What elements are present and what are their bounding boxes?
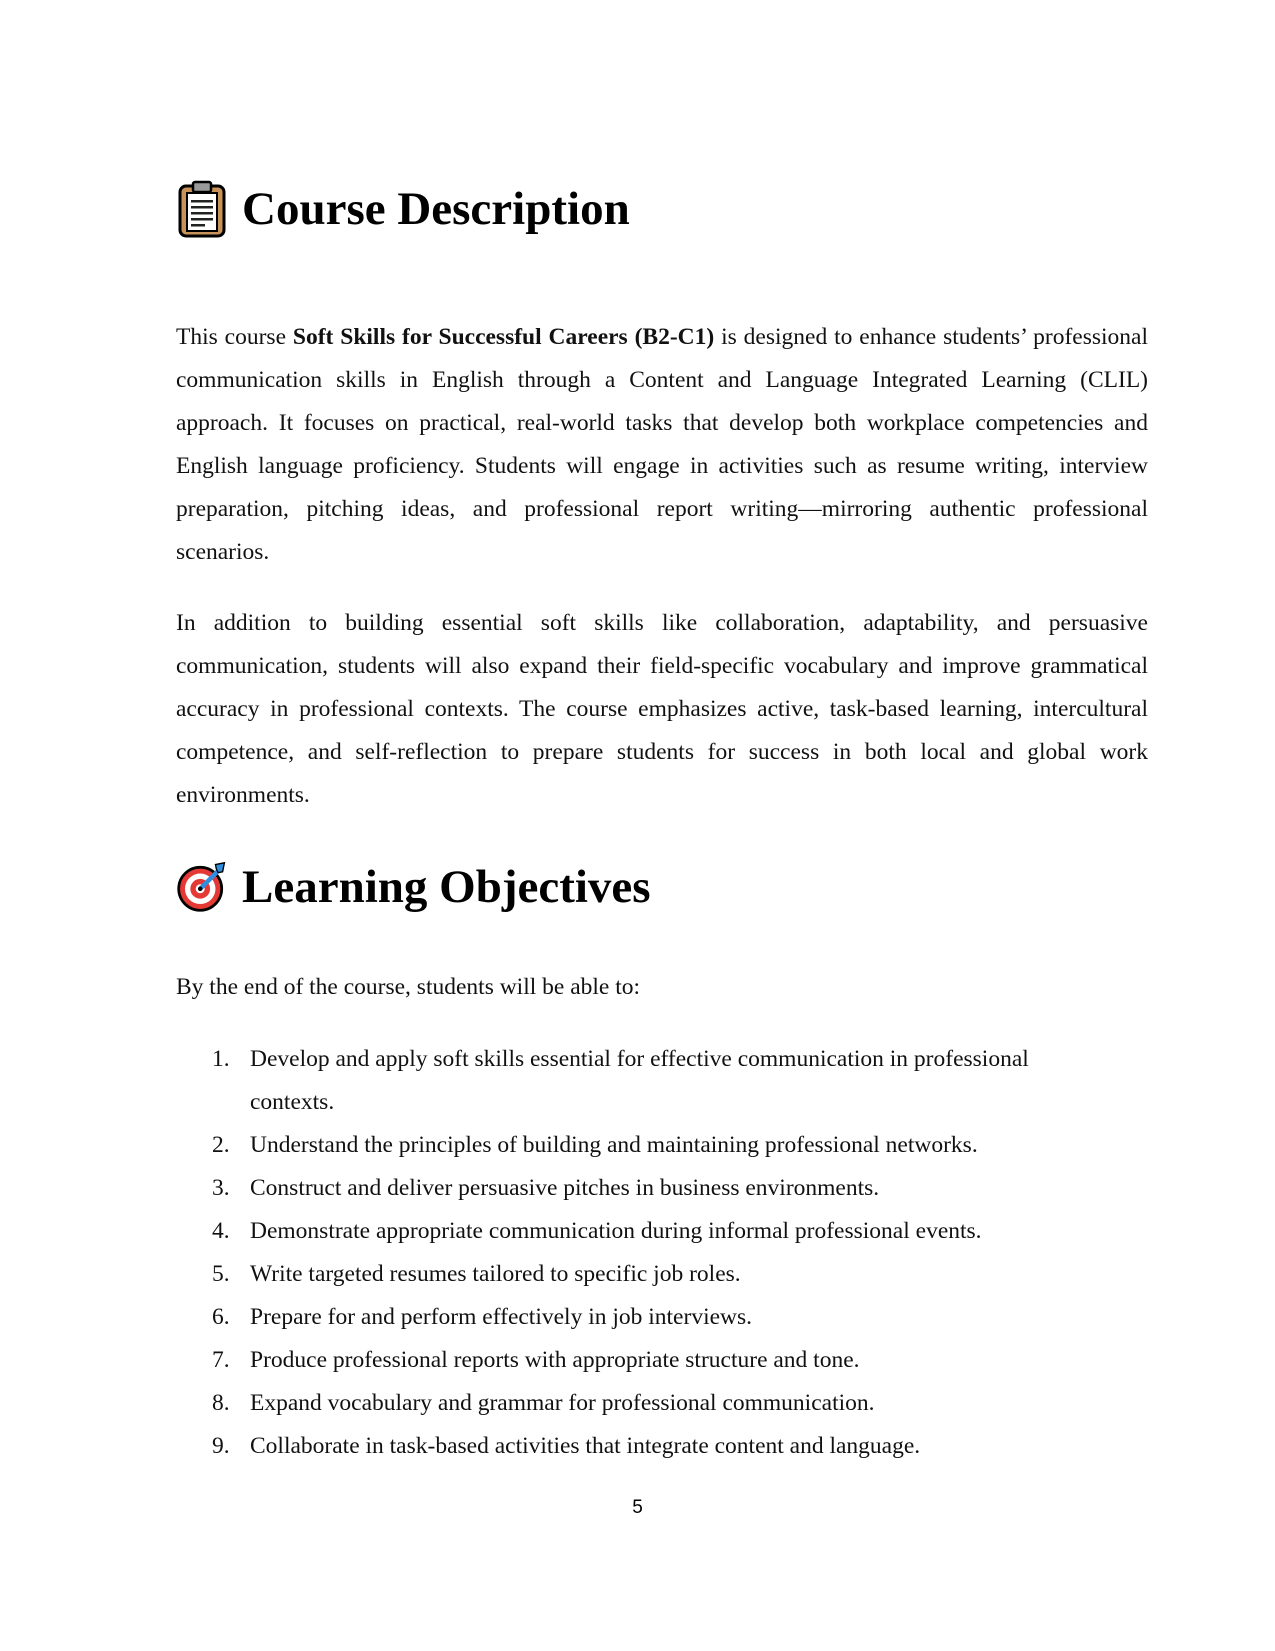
item-text: Understand the principles of building and maintaining professional networks. [250, 1132, 978, 1158]
objectives-intro: By the end of the course, students will be able to: [176, 974, 641, 1000]
item-number: 6. [212, 1304, 230, 1330]
section-title: Learning Objectives [242, 860, 651, 913]
course-description-heading [176, 180, 630, 238]
list-item [176, 1296, 1116, 1339]
page-number: 5 [632, 1497, 643, 1518]
clipboard-icon [176, 180, 228, 238]
list-item [176, 1038, 1116, 1124]
item-number: 5. [212, 1261, 230, 1287]
course-name: Soft Skills for Successful Careers (B2-C1) [292, 324, 715, 350]
course-description-paragraph-1 [176, 316, 1148, 574]
paragraph-suffix: is designed to enhance students’ professional communication skills in English through a Content and Language Integrated Learning (CLIL) approach. It focuses on practical, real-world tasks that develop both workplace competencies and English language proficiency. Students will engage in activities such as resume writing, interview preparation, pitching ideas, and professional report writing—mirroring authentic professional scenarios. [176, 324, 1148, 565]
target-icon [176, 858, 228, 916]
item-text: Develop and apply soft skills essential for effective communication in professional contexts. [250, 1046, 1029, 1115]
list-item [176, 1167, 1116, 1210]
item-text: Demonstrate appropriate communication during informal professional events. [250, 1218, 982, 1244]
item-number: 9. [212, 1433, 230, 1459]
learning-objectives-heading [176, 858, 651, 916]
list-item [176, 1425, 1116, 1468]
paragraph-prefix: This course [176, 324, 293, 350]
list-item [176, 1253, 1116, 1296]
course-description-paragraph-2: In addition to building essential soft skills like collaboration, adaptability, and persuasive communication, students will also expand their field-specific vocabulary and improve grammatical accuracy in professional contexts. The course emphasizes active, task-based learning, intercultural competence, and self-reflection to prepare students for success in both local and global work environments. [176, 610, 1148, 808]
page-title: Course Description [242, 182, 630, 235]
item-number: 8. [212, 1390, 230, 1416]
list-item [176, 1339, 1116, 1382]
item-number: 4. [212, 1218, 230, 1244]
item-number: 3. [212, 1175, 230, 1201]
item-text: Write targeted resumes tailored to specific job roles. [250, 1261, 741, 1287]
item-text: Collaborate in task-based activities that integrate content and language. [250, 1433, 921, 1459]
item-number: 2. [212, 1132, 230, 1158]
item-text: Construct and deliver persuasive pitches in business environments. [250, 1175, 880, 1201]
list-item [176, 1210, 1116, 1253]
item-text: Expand vocabulary and grammar for professional communication. [250, 1390, 875, 1416]
item-text: Prepare for and perform effectively in job interviews. [250, 1304, 753, 1330]
item-number: 7. [212, 1347, 230, 1373]
list-item [176, 1124, 1116, 1167]
item-text: Produce professional reports with appropriate structure and tone. [250, 1347, 860, 1373]
objectives-list [176, 1038, 1116, 1468]
item-number: 1. [212, 1046, 230, 1072]
list-item [176, 1382, 1116, 1425]
